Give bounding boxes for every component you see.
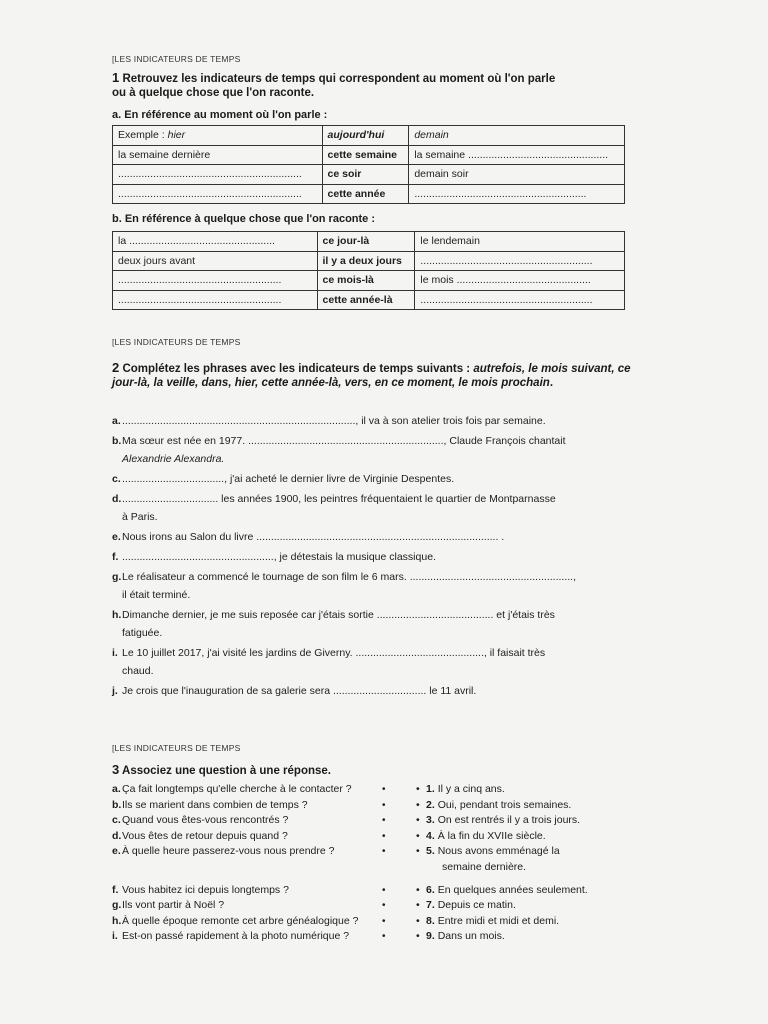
question-text: Vous habitez ici depuis longtemps ?: [122, 883, 289, 896]
spacer: [112, 860, 358, 883]
table-cell: ce soir: [322, 165, 409, 185]
answer-number: 9.: [426, 930, 435, 942]
answer-item: [426, 860, 588, 876]
question-bullet[interactable]: •: [382, 830, 386, 842]
table-cell: le lendemain: [415, 232, 625, 252]
sentence-text[interactable]: ...................................................., je détestais la musique classique.: [122, 551, 436, 563]
table-row: [113, 165, 625, 185]
table-cell: demain soir: [409, 165, 625, 185]
answer-number: 5.: [426, 845, 435, 857]
sentence-text[interactable]: ................................. les années 1900, les peintres fréquentaient le quartier de Montparnasse: [122, 493, 556, 505]
section-3-tag: [LES INDICATEURS DE TEMPS: [112, 743, 241, 753]
question-letter: f.: [112, 883, 119, 896]
question-text: À quelle époque remonte cet arbre généalogique ?: [122, 914, 359, 927]
answer-item[interactable]: [416, 782, 588, 798]
exercise-3-number: 3: [112, 762, 120, 777]
answer-list: [416, 782, 588, 945]
question-letter: h.: [112, 914, 122, 927]
sentence-letter: c.: [112, 473, 121, 485]
table-row: [113, 271, 625, 291]
sentence-item: [112, 490, 632, 526]
answer-bullet[interactable]: •: [416, 899, 420, 911]
answer-item[interactable]: [416, 883, 588, 899]
exercise-1-text: Retrouvez les indicateurs de temps qui correspondent au moment où l'on parle: [122, 73, 556, 85]
sentence-text[interactable]: ................................................................................, il va à son atelier trois fois par semaine.: [122, 415, 546, 427]
sentence-text[interactable]: Dimanche dernier, je me suis reposée car j'étais sortie ........................................ et j'étais très: [122, 609, 555, 621]
sentence-item: [112, 568, 632, 604]
table-cell-blank[interactable]: ...............................................................: [113, 184, 323, 204]
question-item[interactable]: [112, 883, 358, 899]
table-cell: aujourd'hui: [322, 126, 409, 146]
sentence-item: [112, 412, 632, 430]
question-bullet[interactable]: •: [382, 884, 386, 896]
question-text: Vous êtes de retour depuis quand ?: [122, 829, 288, 842]
answer-number: 7.: [426, 899, 435, 911]
sentence-item: [112, 528, 632, 546]
question-item[interactable]: [112, 929, 358, 945]
question-bullet[interactable]: •: [382, 846, 386, 857]
table-cell: cette année-là: [317, 290, 415, 310]
table-a: [112, 125, 625, 204]
question-item[interactable]: [112, 898, 358, 914]
answer-bullet[interactable]: •: [416, 914, 420, 927]
table-cell: demain: [409, 126, 625, 146]
question-bullet[interactable]: •: [382, 799, 386, 811]
sentence-continuation: fatiguée.: [122, 627, 163, 639]
answer-item[interactable]: [416, 844, 588, 860]
table-cell: ce mois-là: [317, 271, 415, 291]
question-item[interactable]: [112, 782, 358, 798]
section-1-tag: [LES INDICATEURS DE TEMPS: [112, 54, 241, 64]
answer-item[interactable]: [416, 813, 588, 829]
sub-a-heading: a. En référence au moment où l'on parle :: [112, 109, 328, 121]
question-letter: i.: [112, 930, 118, 942]
answer-item[interactable]: [416, 914, 588, 930]
answer-text: Dans un mois.: [437, 930, 505, 942]
answer-text: Il y a cinq ans.: [437, 783, 505, 795]
answer-bullet[interactable]: •: [416, 814, 420, 826]
answer-number: 4.: [426, 829, 435, 842]
answer-bullet[interactable]: •: [416, 798, 420, 811]
table-cell-blank[interactable]: la ..................................................: [113, 232, 318, 252]
answer-text: En quelques années seulement.: [437, 883, 588, 896]
sentence-letter: h.: [112, 609, 122, 621]
exercise-2-word-list: autrefois, le mois suivant, ce jour-là, la veille, dans, hier, cette année-là, vers, en ce moment, le mois prochain: [112, 363, 631, 389]
sentence-text[interactable]: Le 10 juillet 2017, j'ai visité les jardins de Giverny. ............................................, il faisait très: [122, 647, 546, 659]
table-cell-blank[interactable]: ...............................................................: [113, 165, 323, 185]
question-text: Ça fait longtemps qu'elle cherche à le contacter ?: [122, 783, 352, 795]
question-bullet[interactable]: •: [382, 784, 386, 795]
sentence-item: [112, 432, 632, 468]
question-text: Ils se marient dans combien de temps ?: [122, 798, 308, 811]
sentence-item: [112, 644, 632, 680]
table-cell-blank[interactable]: ...........................................................: [415, 251, 625, 271]
table-row: [113, 232, 625, 252]
exercise-2-instruction: 2 Complétez les phrases avec les indicateurs de temps suivants : autrefois, le mois suivant, ce jour-là, la veille, dans, hier, cette année-là, vers, en ce moment, le mois prochain.: [112, 360, 631, 389]
question-text: À quelle heure passerez-vous nous prendre ?: [122, 845, 335, 857]
exercise-1-number: 1: [112, 70, 120, 85]
answer-bullet[interactable]: •: [416, 783, 420, 795]
question-letter: b.: [112, 798, 122, 811]
table-row: [113, 145, 625, 165]
answer-item[interactable]: [416, 829, 588, 845]
table-cell-blank[interactable]: la semaine ................................................: [409, 145, 625, 165]
sentence-letter: e.: [112, 531, 121, 543]
answer-number: 1.: [426, 783, 435, 795]
answer-text: On est rentrés il y a trois jours.: [437, 814, 581, 826]
answer-bullet[interactable]: •: [416, 930, 420, 942]
question-item[interactable]: [112, 914, 358, 930]
sentence-letter: a.: [112, 415, 121, 427]
table-cell: Exemple : hier: [113, 126, 323, 146]
question-item[interactable]: [112, 844, 358, 860]
answer-bullet[interactable]: •: [416, 883, 420, 896]
table-row: [113, 251, 625, 271]
exercise-2-text: Complétez les phrases avec les indicateurs de temps suivants :: [122, 363, 474, 375]
sentence-letter: d.: [112, 493, 122, 505]
question-item[interactable]: [112, 813, 358, 829]
question-bullet[interactable]: •: [382, 900, 386, 911]
sentence-text[interactable]: Nous irons au Salon du livre ................................................................................... .: [122, 531, 505, 543]
answer-text: Depuis ce matin.: [437, 899, 516, 911]
sentence-list: [112, 412, 632, 702]
table-cell: cette semaine: [322, 145, 409, 165]
bullet-column: [382, 782, 386, 945]
table-b: [112, 231, 625, 310]
question-bullet[interactable]: •: [382, 815, 386, 826]
question-letter: e.: [112, 845, 121, 857]
sentence-letter: b.: [112, 435, 122, 447]
question-letter: a.: [112, 783, 121, 795]
question-bullet[interactable]: •: [382, 915, 386, 927]
exercise-1-instruction: [112, 71, 632, 100]
answer-number: 6.: [426, 883, 435, 896]
answer-bullet[interactable]: •: [416, 845, 420, 857]
sentence-continuation: Alexandrie Alexandra.: [122, 453, 225, 465]
sentence-continuation: chaud.: [122, 665, 154, 677]
exercise-1-text-2: ou à quelque chose que l'on raconte.: [112, 87, 315, 99]
exercise-3-text: Associez une question à une réponse.: [122, 765, 331, 777]
spacer: [382, 860, 386, 883]
section-2-tag: [LES INDICATEURS DE TEMPS: [112, 337, 241, 347]
answer-number: 2.: [426, 798, 435, 811]
answer-text: Entre midi et midi et demi.: [437, 914, 560, 927]
table-cell: deux jours avant: [113, 251, 318, 271]
table-cell: ce jour-là: [317, 232, 415, 252]
spacer: [426, 875, 588, 883]
question-text: Ils vont partir à Noël ?: [122, 899, 225, 911]
answer-item[interactable]: [416, 898, 588, 914]
table-cell: cette année: [322, 184, 409, 204]
sentence-text[interactable]: Ma sœur est née en 1977. ..................................................................., Claude François chantait: [122, 435, 566, 447]
table-cell-blank[interactable]: ...........................................................: [409, 184, 625, 204]
answer-bullet[interactable]: •: [416, 829, 420, 842]
sentence-item: [112, 470, 632, 488]
question-item[interactable]: [112, 798, 358, 814]
sentence-continuation: à Paris.: [122, 511, 158, 523]
question-letter: c.: [112, 814, 121, 826]
answer-text: À la fin du XVIIe siècle.: [437, 829, 546, 842]
sentence-item: [112, 682, 632, 700]
question-list: [112, 782, 358, 945]
table-cell-blank[interactable]: ........................................................: [113, 271, 318, 291]
sentence-letter: g.: [112, 571, 122, 583]
question-bullet[interactable]: •: [382, 931, 386, 942]
table-cell-blank[interactable]: ...........................................................: [415, 290, 625, 310]
sentence-continuation: il était terminé.: [122, 589, 191, 601]
answer-number: 8.: [426, 914, 435, 927]
sentence-letter: j.: [112, 685, 118, 697]
sentence-text[interactable]: ..................................., j'ai acheté le dernier livre de Virginie Despentes.: [122, 473, 455, 485]
exercise-3-instruction: [112, 763, 632, 778]
table-cell-blank[interactable]: le mois ..............................................: [415, 271, 625, 291]
table-row: [113, 184, 625, 204]
question-text: Est-on passé rapidement à la photo numérique ?: [122, 930, 350, 942]
answer-text: semaine dernière.: [442, 860, 527, 873]
answer-number: 3.: [426, 814, 435, 826]
table-cell-blank[interactable]: ........................................................: [113, 290, 318, 310]
question-item[interactable]: [112, 829, 358, 845]
question-letter: g.: [112, 899, 122, 911]
sentence-text[interactable]: Le réalisateur a commencé le tournage de son film le 6 mars. ........................................................,: [122, 571, 577, 583]
answer-text: Oui, pendant trois semaines.: [437, 798, 572, 811]
sub-b-heading: b. En référence à quelque chose que l'on raconte :: [112, 213, 376, 225]
sentence-text[interactable]: Je crois que l'inauguration de sa galerie sera ................................ le 11 avril.: [122, 685, 477, 697]
table-cell: il y a deux jours: [317, 251, 415, 271]
answer-item[interactable]: [416, 929, 588, 945]
sentence-letter: i.: [112, 647, 118, 659]
sentence-item: [112, 548, 632, 566]
table-row: [113, 290, 625, 310]
question-text: Quand vous êtes-vous rencontrés ?: [122, 814, 289, 826]
sentence-item: [112, 606, 632, 642]
answer-text: Nous avons emménagé la: [437, 845, 560, 857]
question-letter: d.: [112, 829, 122, 842]
table-row: [113, 126, 625, 146]
answer-item[interactable]: [416, 798, 588, 814]
exercise-2-number: 2: [112, 360, 120, 375]
table-cell: la semaine dernière: [113, 145, 323, 165]
sentence-letter: f.: [112, 551, 119, 563]
